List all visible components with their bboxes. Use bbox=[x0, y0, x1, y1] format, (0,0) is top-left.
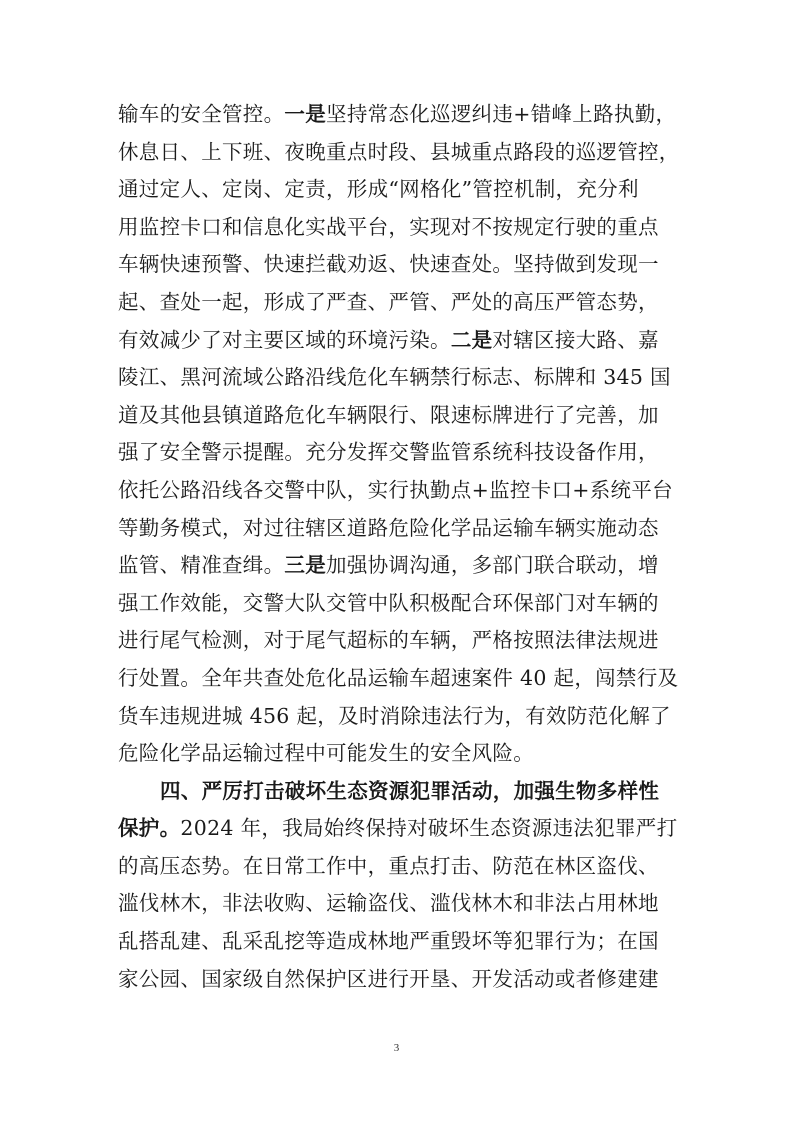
text-segment: 依托公路沿线各交警中队，实行执勤点+监控卡口+系统平台 bbox=[118, 477, 673, 502]
text-segment: 车辆快速预警、快速拦截劝返、快速查处。坚持做到发现一 bbox=[118, 252, 659, 277]
text-line bbox=[118, 773, 686, 811]
text-segment: 通过定人、定岗、定责，形成“网格化”管控机制，充分利 bbox=[118, 177, 639, 202]
text-segment: 2024 年，我局始终保持对破坏生态资源违法犯罪严打 bbox=[180, 816, 678, 841]
text-segment: 强了安全警示提醒。充分发挥交警监管系统科技设备作用， bbox=[118, 440, 659, 465]
text-line bbox=[118, 397, 686, 435]
text-line bbox=[118, 472, 686, 510]
text-segment: 等勤务模式，对过往辖区道路危险化学品运输车辆实施动态 bbox=[118, 515, 659, 540]
text-line bbox=[118, 246, 686, 284]
page-number: 3 bbox=[393, 1042, 400, 1054]
text-line bbox=[118, 660, 686, 698]
text-segment: 监管、精准查缉。 bbox=[118, 553, 285, 578]
text-segment: 陵江、黑河流域公路沿线危化车辆禁行标志、标牌和 345 国 bbox=[118, 365, 671, 390]
bold-text-segment: 二是 bbox=[450, 327, 493, 352]
text-line bbox=[118, 810, 686, 848]
text-line bbox=[118, 359, 686, 397]
text-line bbox=[118, 698, 686, 736]
text-segment: 道及其他县镇道路危化车辆限行、限速标牌进行了完善，加 bbox=[118, 402, 659, 427]
text-line bbox=[118, 961, 686, 999]
text-segment: 输车的安全管控。 bbox=[118, 102, 285, 126]
text-line bbox=[118, 547, 686, 585]
text-line bbox=[118, 171, 686, 209]
bold-text-segment: 四、严厉打击破坏生态资源犯罪活动，加强生物多样性 bbox=[160, 778, 660, 803]
text-segment: 行处置。全年共查处危化品运输车超速案件 40 起，闯禁行及 bbox=[118, 665, 679, 690]
text-line bbox=[118, 585, 686, 623]
text-line bbox=[118, 848, 686, 886]
text-line bbox=[118, 134, 686, 172]
text-line bbox=[118, 322, 686, 360]
text-segment: 的高压态势。在日常工作中，重点打击、防范在林区盗伐、 bbox=[118, 853, 659, 878]
text-segment: 货车违规进城 456 起，及时消除违法行为，有效防范化解了 bbox=[118, 703, 671, 728]
text-segment: 强工作效能，交警大队交管中队积极配合环保部门对车辆的 bbox=[118, 590, 659, 615]
text-line bbox=[118, 622, 686, 660]
text-segment: 进行尾气检测，对于尾气超标的车辆，严格按照法律法规进 bbox=[118, 628, 659, 653]
text-segment: 坚持常态化巡逻纠违+错峰上路执勤， bbox=[326, 102, 677, 126]
text-line bbox=[118, 735, 686, 773]
text-line bbox=[118, 96, 686, 134]
text-line bbox=[118, 284, 686, 322]
text-line bbox=[118, 885, 686, 923]
text-line bbox=[118, 510, 686, 548]
text-segment: 起、查处一起，形成了严查、严管、严处的高压严管态势， bbox=[118, 289, 659, 314]
bold-text-segment: 一是 bbox=[284, 102, 327, 126]
bold-text-segment: 三是 bbox=[284, 553, 327, 578]
text-segment: 乱搭乱建、乱采乱挖等造成林地严重毁坏等犯罪行为；在国 bbox=[118, 929, 659, 954]
text-line bbox=[118, 923, 686, 961]
text-segment: 有效减少了对主要区域的环境污染。 bbox=[118, 327, 451, 352]
text-line bbox=[118, 209, 686, 247]
text-segment: 对辖区接大路、嘉 bbox=[492, 327, 659, 352]
text-segment: 滥伐林木，非法收购、运输盗伐、滥伐林木和非法占用林地 bbox=[118, 891, 659, 916]
bold-text-segment: 保护。 bbox=[118, 816, 181, 841]
text-segment: 加强协调沟通，多部门联合联动，增 bbox=[326, 553, 659, 578]
text-segment: 危险化学品运输过程中可能发生的安全风险。 bbox=[118, 741, 534, 766]
document-body bbox=[118, 96, 686, 998]
text-segment: 用监控卡口和信息化实战平台，实现对不按规定行驶的重点 bbox=[118, 214, 659, 239]
text-line bbox=[118, 434, 686, 472]
text-segment: 家公园、国家级自然保护区进行开垦、开发活动或者修建建 bbox=[118, 966, 659, 991]
text-segment: 休息日、上下班、夜晚重点时段、县城重点路段的巡逻管控， bbox=[118, 139, 680, 164]
